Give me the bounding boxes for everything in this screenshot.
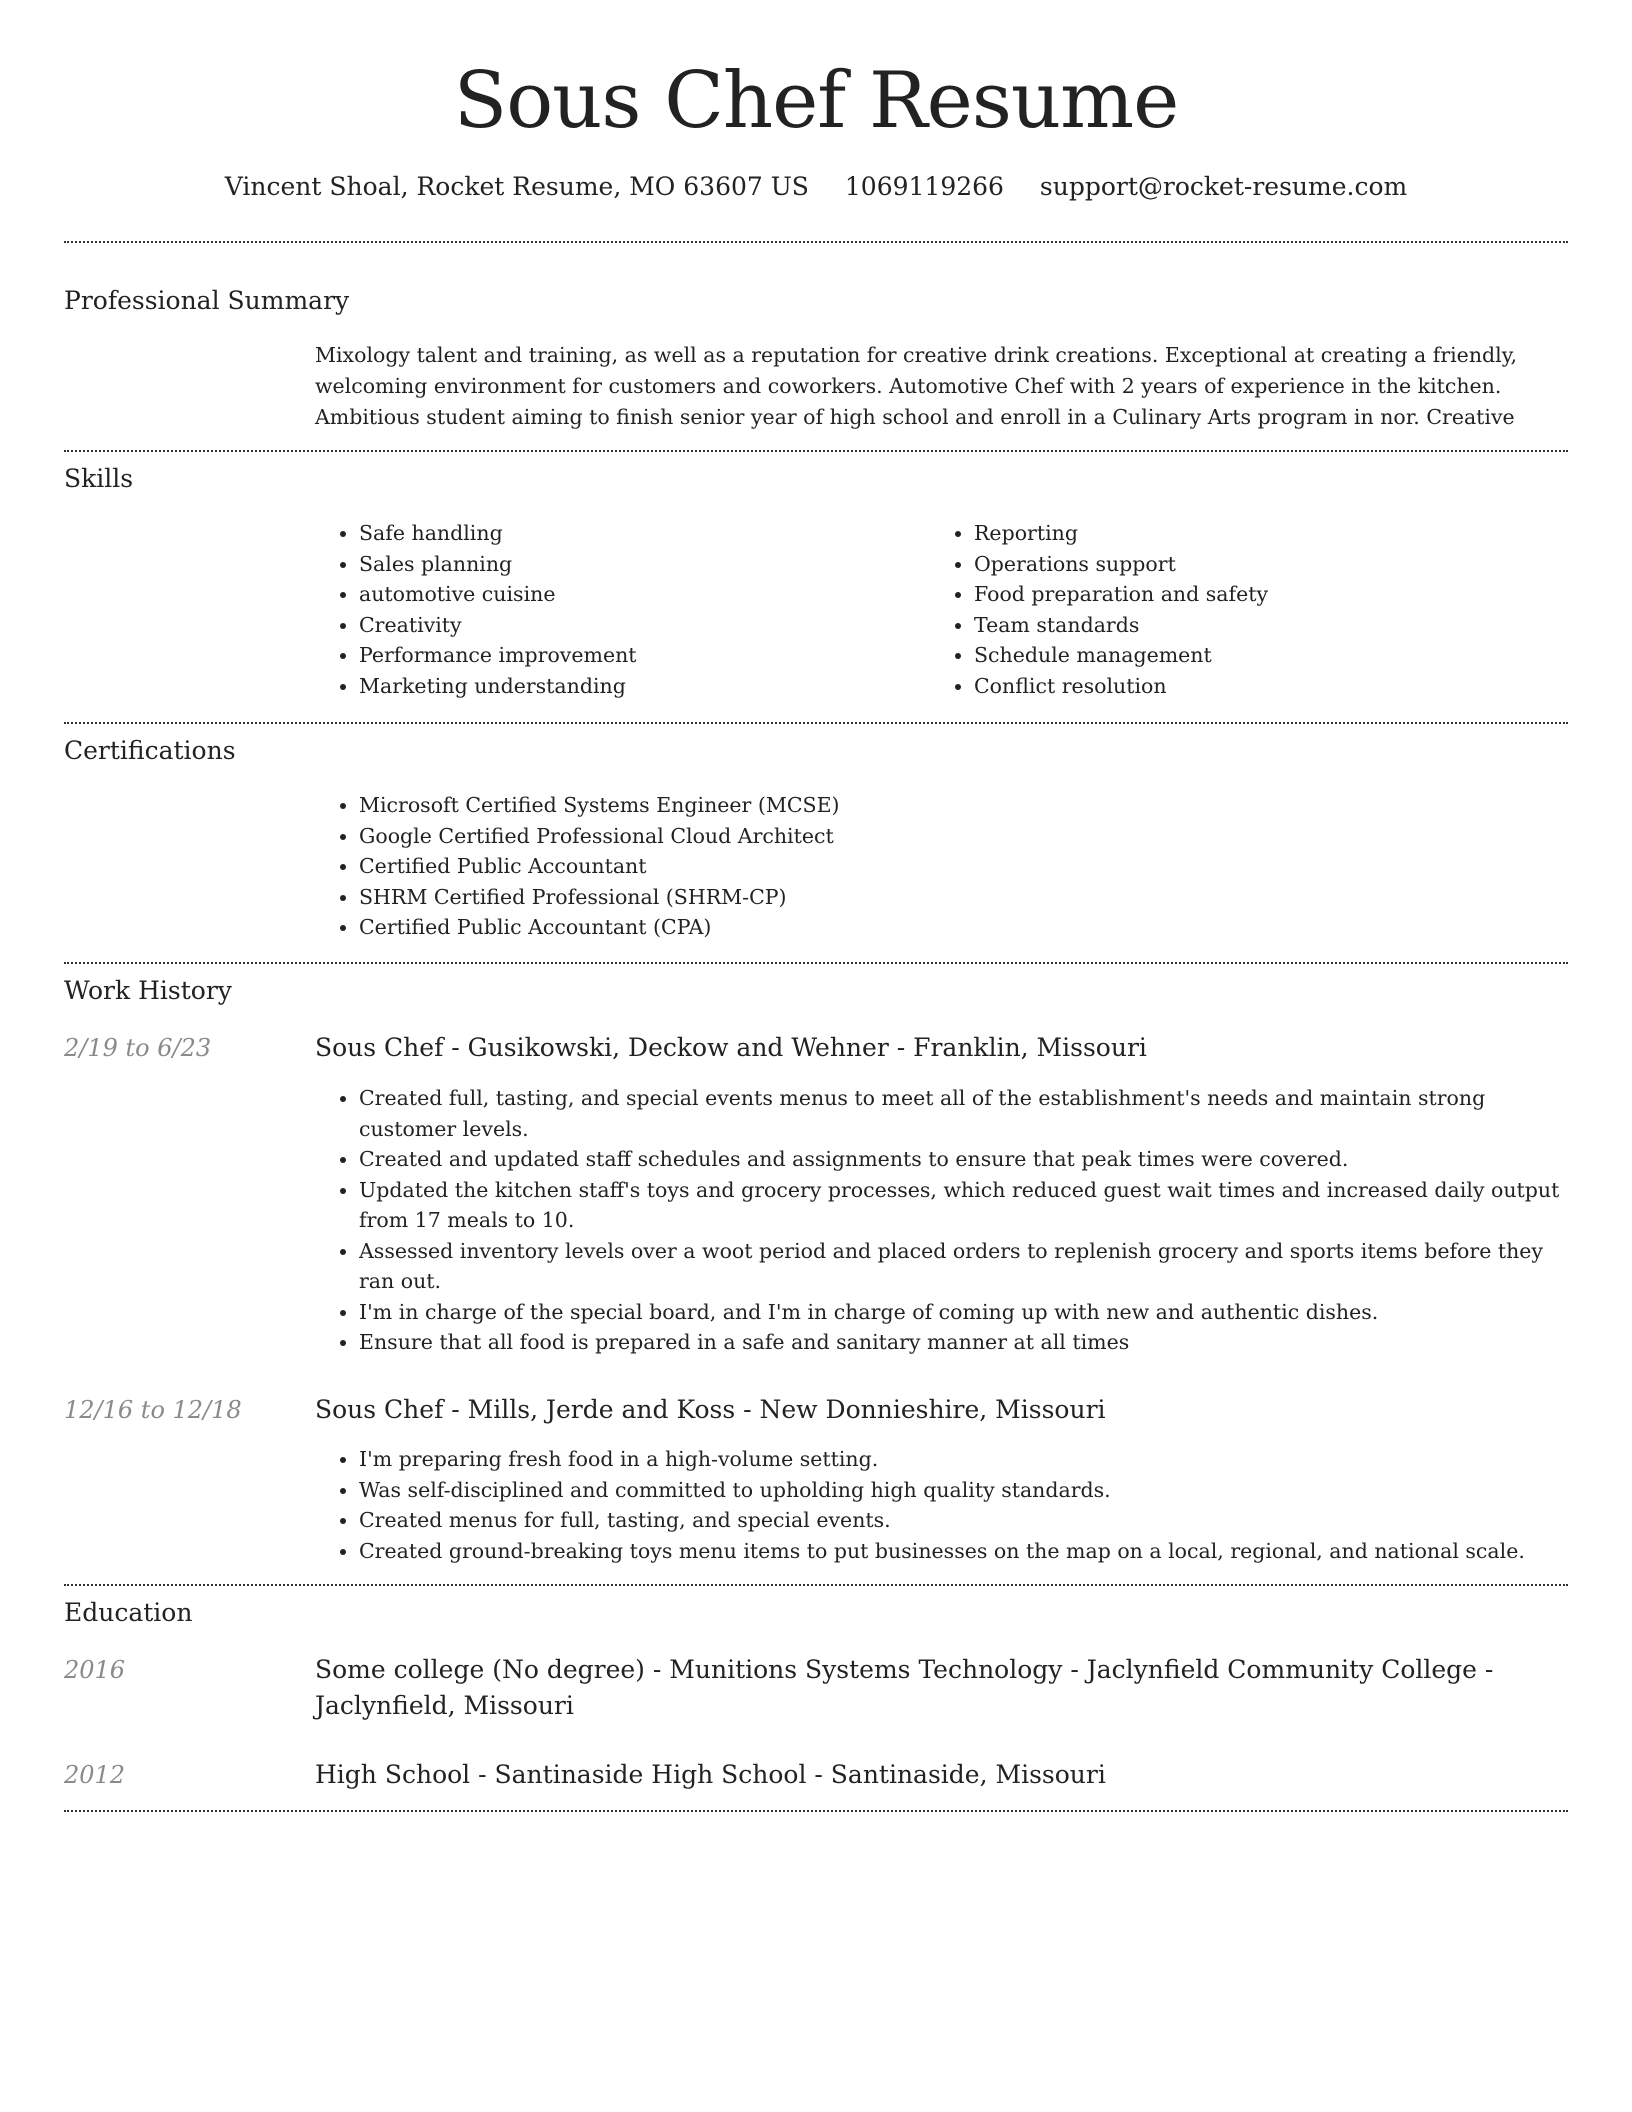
job-bullets	[315, 1083, 1568, 1358]
contact-line	[64, 170, 1568, 204]
education-year: 2012	[64, 1761, 126, 1789]
job-bullet: • Created ground-breaking toys menu items to put businesses on the map on a local, regional, and national scale.	[359, 1536, 1568, 1567]
skill-item: • Conflict resolution	[974, 671, 1574, 702]
job-bullet: • Updated the kitchen staff's toys and grocery processes, which reduced guest wait times and increased daily output from 17 meals to 10.	[359, 1175, 1568, 1236]
job-title: Sous Chef - Mills, Jerde and Koss - New Donnieshire, Missouri	[315, 1395, 1106, 1424]
job-bullet: • I'm preparing fresh food in a high-volume setting.	[359, 1444, 1568, 1475]
contact-email: support@rocket-resume.com	[1039, 172, 1408, 201]
certification-item: • Google Certified Professional Cloud Architect	[359, 821, 1559, 852]
job-dates: 2/19 to 6/23	[64, 1034, 212, 1062]
certification-item: • Microsoft Certified Systems Engineer (MCSE)	[359, 790, 1559, 821]
job-bullet: • Created full, tasting, and special events menus to meet all of the establishment's needs and maintain strong customer levels.	[359, 1083, 1568, 1144]
job-bullets	[315, 1444, 1568, 1566]
job-title: Sous Chef - Gusikowski, Deckow and Wehner - Franklin, Missouri	[315, 1033, 1147, 1062]
certification-item: • Certified Public Accountant	[359, 851, 1559, 882]
education-entry: Some college (No degree) - Munitions Systems Technology - Jaclynfield Community College - Jaclynfield, Missouri	[315, 1655, 1494, 1720]
summary-text: Mixology talent and training, as well as a reputation for creative drink creations. Exceptional at creating a friendly, welcoming environment for customers and coworkers. Automotive Chef with 2 years of experience in the kitchen. Ambitious student aiming to finish senior year of high school and enroll in a Culinary Arts program in nor. Creative	[315, 343, 1518, 429]
job-bullet: • I'm in charge of the special board, and I'm in charge of coming up with new and authentic dishes.	[359, 1297, 1568, 1328]
job-bullet: • Created menus for full, tasting, and special events.	[359, 1505, 1568, 1536]
divider	[64, 722, 1568, 724]
skill-item: • Creativity	[359, 610, 919, 641]
contact-address: Vincent Shoal, Rocket Resume, MO 63607 US	[224, 172, 809, 201]
contact-phone: 1069119266	[844, 172, 1004, 201]
job-bullet: • Ensure that all food is prepared in a safe and sanitary manner at all times	[359, 1327, 1568, 1358]
skill-item: • Food preparation and safety	[974, 579, 1574, 610]
skills-list-right	[930, 518, 1574, 701]
job-bullet: • Was self-disciplined and committed to upholding high quality standards.	[359, 1475, 1568, 1506]
job-dates: 12/16 to 12/18	[64, 1396, 242, 1424]
certification-item: • Certified Public Accountant (CPA)	[359, 912, 1559, 943]
divider	[64, 1810, 1568, 1812]
skill-item: • Reporting	[974, 518, 1574, 549]
job-bullet: • Assessed inventory levels over a woot period and placed orders to replenish grocery and sports items before they ran out.	[359, 1236, 1568, 1297]
work-history-heading: Work History	[64, 976, 232, 1005]
summary-heading: Professional Summary	[64, 286, 350, 315]
skill-item: • Marketing understanding	[359, 671, 919, 702]
skill-item: • Schedule management	[974, 640, 1574, 671]
job-bullet: • Created and updated staff schedules and assignments to ensure that peak times were covered.	[359, 1144, 1568, 1175]
skill-item: • Team standards	[974, 610, 1574, 641]
certifications-list	[315, 790, 1559, 943]
certification-item: • SHRM Certified Professional (SHRM-CP)	[359, 882, 1559, 913]
skills-list-left	[315, 518, 919, 701]
skill-item: • Sales planning	[359, 549, 919, 580]
resume-title: Sous Chef Resume	[453, 56, 1179, 146]
skill-item: • automotive cuisine	[359, 579, 919, 610]
divider	[64, 1584, 1568, 1586]
divider	[64, 962, 1568, 964]
divider	[64, 241, 1568, 243]
skills-heading: Skills	[64, 464, 134, 493]
education-entry: High School - Santinaside High School - Santinaside, Missouri	[315, 1760, 1106, 1789]
education-heading: Education	[64, 1598, 193, 1627]
divider	[64, 450, 1568, 452]
skill-item: • Performance improvement	[359, 640, 919, 671]
skill-item: • Safe handling	[359, 518, 919, 549]
skill-item: • Operations support	[974, 549, 1574, 580]
certifications-heading: Certifications	[64, 736, 236, 765]
education-year: 2016	[64, 1656, 126, 1684]
